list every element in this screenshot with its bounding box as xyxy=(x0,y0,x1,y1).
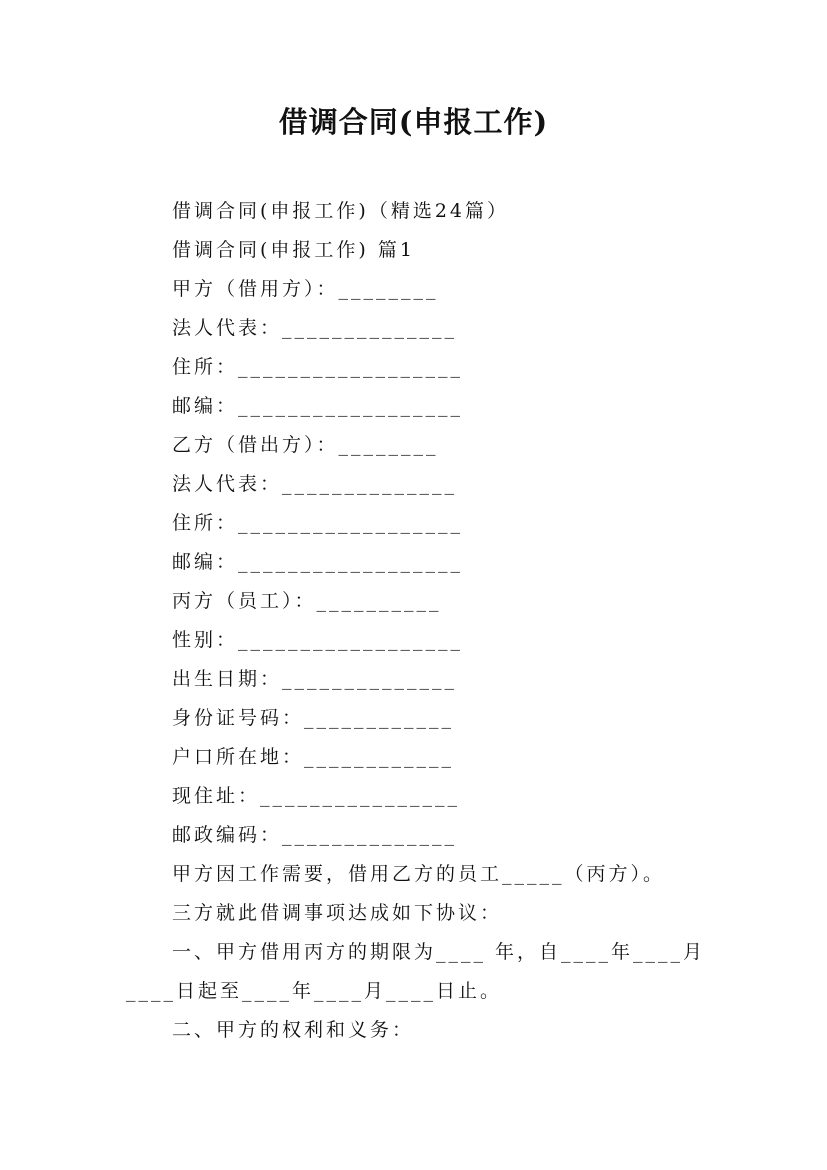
doc-clause-2-heading: 二、甲方的权利和义务： xyxy=(172,1019,415,1041)
doc-line-party-a-address: 住所：__________________ xyxy=(172,356,464,378)
doc-line-party-a: 甲方（借用方）：________ xyxy=(172,278,439,300)
doc-line-party-c: 丙方（员工）：__________ xyxy=(172,590,442,612)
doc-line-party-b: 乙方（借出方）：________ xyxy=(172,434,439,456)
doc-line-gender: 性别：__________________ xyxy=(172,629,464,651)
document-title: 借调合同(申报工作) xyxy=(278,105,549,139)
doc-line-party-a-postcode: 邮编：__________________ xyxy=(172,395,464,417)
doc-paragraph-agreement-intro: 三方就此借调事项达成如下协议： xyxy=(172,902,503,924)
doc-clause-1-line-1: 一、甲方借用丙方的期限为____ 年，自____年____月 xyxy=(172,941,706,963)
doc-clause-1-line-2: ____日起至____年____月____日止。 xyxy=(126,980,503,1002)
doc-line-subtitle: 借调合同(申报工作)（精选24篇） xyxy=(172,200,510,222)
doc-line-current-address: 现住址：________________ xyxy=(172,785,461,807)
doc-line-birthdate: 出生日期：______________ xyxy=(172,668,458,690)
doc-line-party-b-postcode: 邮编：__________________ xyxy=(172,551,464,573)
doc-line-household-registration: 户口所在地：____________ xyxy=(172,746,455,768)
doc-paragraph-borrow-reason: 甲方因工作需要，借用乙方的员工_____（丙方）。 xyxy=(172,863,666,885)
doc-line-party-b-address: 住所：__________________ xyxy=(172,512,464,534)
doc-line-party-b-rep: 法人代表：______________ xyxy=(172,473,458,495)
doc-line-id-number: 身份证号码：____________ xyxy=(172,707,455,729)
doc-line-party-a-rep: 法人代表：______________ xyxy=(172,317,458,339)
doc-line-postal-code: 邮政编码：______________ xyxy=(172,824,458,846)
doc-line-section-heading: 借调合同(申报工作) 篇1 xyxy=(172,239,415,261)
